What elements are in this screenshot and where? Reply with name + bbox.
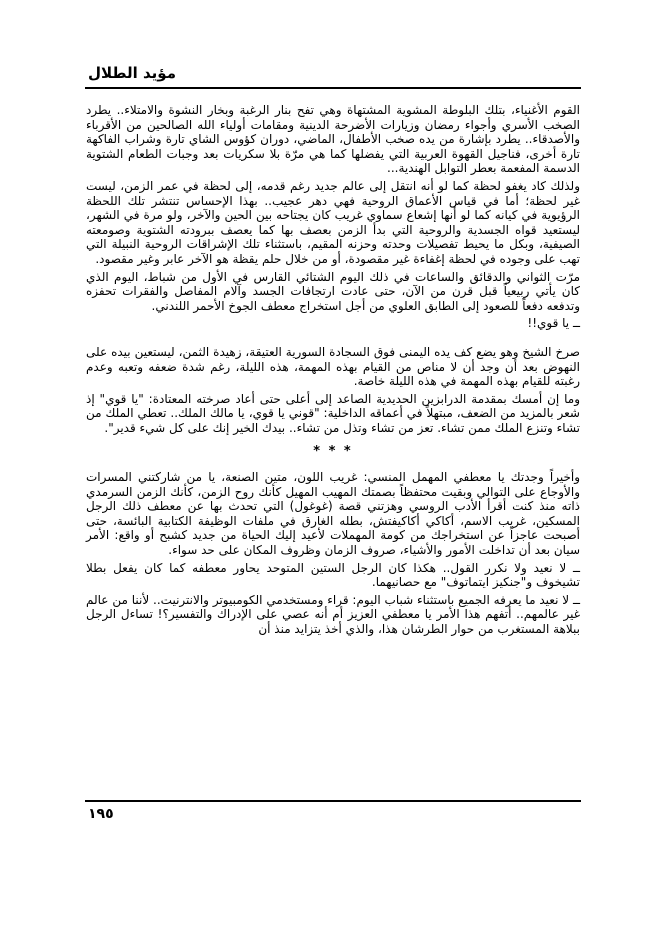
paragraph: ــ يا قوي!! bbox=[527, 316, 580, 331]
paragraph: ــ لا نعيد ما يعرفه الجميع باستثناء شباب اليوم: قراء ومستخدمي الكومبيوتر والانترنيت.. لأننا من عالم غير عالمهم.. أتفهم هذا الأمر يا معطفي العزيز أم أنه عصي على الإدراك والتفسير؟! تساءل الرجل ببلاهة المستغرب من حوار الطرشان هذا، والذي أخذ يتزايد منذ أن bbox=[86, 592, 580, 636]
paragraph: مرّت الثواني والدقائق والساعات في ذلك اليوم الشتائي القارس في الأول من شباط، اليوم الذي كان يأتي ربيعياً قبل قرن من الآن، حتى عادت ارتجافات الجسد وآلام المفاصل والفقرات تحفزه وتدفعه دفعاً للصعود إلى الطابق العلوي من أجل استخراج معطف الجوخ الأحمر اللندني. bbox=[86, 269, 580, 313]
body-text bbox=[86, 103, 580, 640]
paragraph: وأخيراً وجدتك يا معطفي المهمل المنسي: غريب اللون، متين الصنعة، يا من شاركتني المسرات والأوجاع على التوالي وبقيت محتفظاً بصمتك المهيب المهيل كأنك روح الزمن، كأنك الزمن السرمدي ذاته منذ كنت أقرأ الأدب الروسي وهزتني قصة (غوغول) التي تحدث بها عن معطف ذلك الرجل المسكين، غريب الاسم، أكاكي أكاكيفتش، بطله الغارق في ملفات الوظيفة الكتابية البائسة، حتى أصبحت عاجزاً عن استخراجك من كومة المهملات لأعيد إليك الحياة من جديد كشبح أو واقع: الأمر سيان بعد أن تداخلت الأمور والأشياء، صروف الزمان وظروف المكان على حد سواء. bbox=[86, 470, 580, 558]
header-rule bbox=[85, 87, 581, 89]
paragraph: وما إن أمسك بمقدمة الدرابزين الحديدية الصاعد إلى أعلى حتى أعاد صرخته المعتادة: "يا قوي" إذ شعر بالمزيد من الضعف، مبتهلاً في أعماقه الداخلية: "قوني يا قوي، يا مالك الملك.. تعطي الملك من تشاء وتنزع الملك ممن تشاء. تعز من تشاء وتذل من تشاء.. بيدك الخير إنك على كل شيء قدير". bbox=[86, 391, 580, 435]
paragraph: ــ لا نعيد ولا نكرر القول.. هكذا كان الرجل الستين المتوحد يحاور معطفه كما كان يفعل بطلا تشيخوف و"جنكيز ايتماتوف" مع حصانيهما. bbox=[86, 560, 580, 590]
running-header-author: مؤيد الطلال bbox=[88, 64, 177, 82]
section-separator: * * * bbox=[313, 444, 353, 460]
footer-rule bbox=[85, 800, 581, 802]
page-number: ١٩٥ bbox=[88, 806, 114, 822]
paragraph: القوم الأغنياء، بتلك البلوطة المشوية المشتهاة وهي تفح بنار الرغبة وبخار النشوة والامتلاء.. يطرد الصخب الأسري وأجواء رمضان وزيارات الأضرحة الدينية ومقامات أولياء الله الصالحين من الأقرباء والأصدقاء.. يطرد بإشارة من يده صخب الأطفال، الماضي، دوران كؤوس الشاي تارة وشراب الفاكهة تارة أخرى، فناجيل القهوة العربية التي يفضلها كما هي مرّة بلا سكريات بعد وجبات الطعام الشتوية الدسمة المفعمة بعطر التوابل الهندية... bbox=[86, 103, 580, 176]
paragraph: صرخ الشيخ وهو يضع كف يده اليمنى فوق السجادة السورية العتيقة، زهيدة الثمن، ليستعين بيده على النهوض بعد أن وجد أن لا مناص من القيام بهذه المهمة، هذه الليلة، رغم شدة ضعفه وتعبه وعدم رغبته للقيام بهذه المهمة في هذه الليلة خاصة. bbox=[86, 344, 580, 389]
paragraph: ولذلك كاد يغفو لحظة كما لو أنه انتقل إلى عالم جديد رغم قدمه، إلى لحظة في عمر الزمن، ليست غير لحظة؛ أما في قياس الأعماق الروحية فهي دهر عجيب.. بهذا الإحساس تنتشر تلك اللحظة الرؤيوية في كيانه كما لو أنها إشعاع سماوي غريب كان يجتاحه بين الحين والآخر، ولو مرة في الشهر، ليستعيد قواه الجسدية والروحية التي بدأ الزمن بعصف بها كما يعصف ببرودته الشتوية وصومعته الصيفية، وبكل ما يحيط تفصيلات وحدته وحزنه المقيم، باستثناء تلك الإشراقات الروحية النبيلة التي تهب على وجوده في لحظة إغفاءة غير مقصودة، أو من خلال حلم يقظة هو الآخر عابر وغير مقصود. bbox=[86, 178, 580, 266]
